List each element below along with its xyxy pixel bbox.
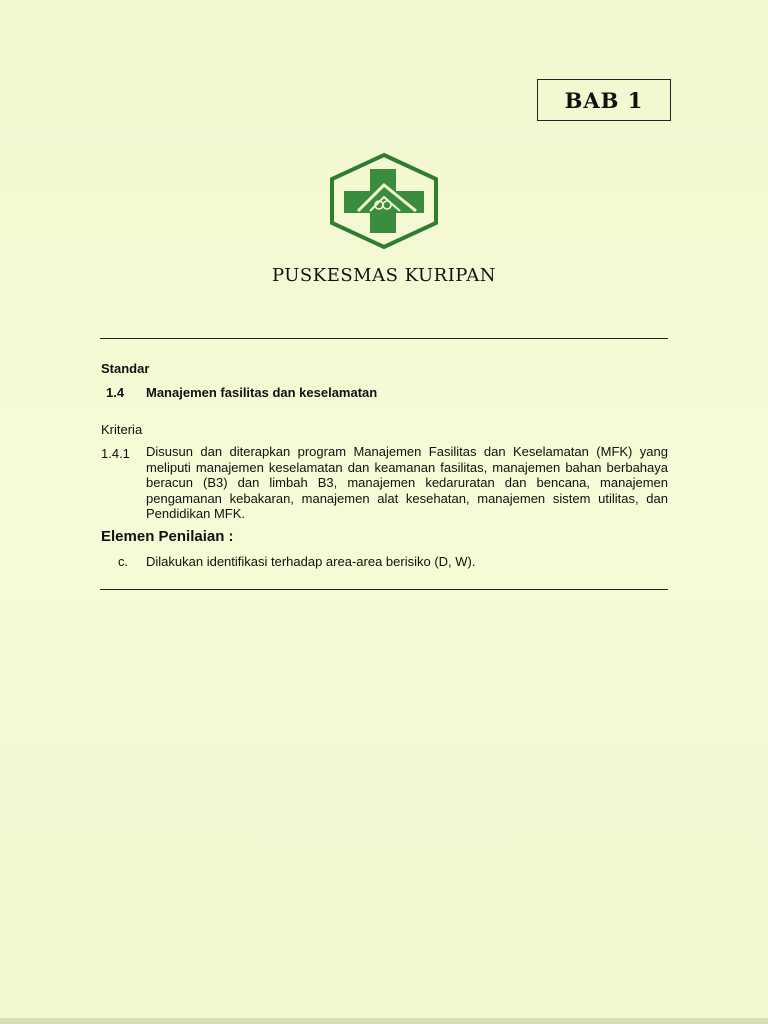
assessment-item-marker: c.: [118, 554, 129, 569]
standard-number: 1.4: [106, 385, 125, 400]
bottom-divider: [100, 589, 668, 590]
page-bottom-edge: [0, 1018, 768, 1024]
standard-heading: Standar: [101, 361, 150, 376]
standard-title: Manajemen fasilitas dan keselamatan: [146, 385, 378, 400]
assessment-heading: Elemen Penilaian :: [101, 528, 234, 545]
criteria-text: Disusun dan diterapkan program Manajemen Fasilitas dan Keselamatan (MFK) yang meliputi manajemen keselamatan dan keamanan fasilitas, manajemen bahan berbahaya beracun (B3) dan limbah B3, manajemen kedaruratan dan bencana, manajemen pengamanan kebakaran, manajemen alat kesehatan, manajemen sistem utilitas, dan Pendidikan MFK.: [146, 444, 668, 521]
health-ministry-logo-icon: [328, 153, 440, 249]
chapter-label: BAB 1: [564, 87, 644, 113]
criteria-number: 1.4.1: [101, 446, 130, 461]
chapter-box: [537, 79, 671, 121]
organization-title: PUSKESMAS KURIPAN: [271, 265, 497, 286]
top-divider: [100, 338, 668, 339]
criteria-heading: Kriteria: [101, 422, 143, 437]
assessment-item-text: Dilakukan identifikasi terhadap area-area berisiko (D, W).: [146, 554, 476, 569]
